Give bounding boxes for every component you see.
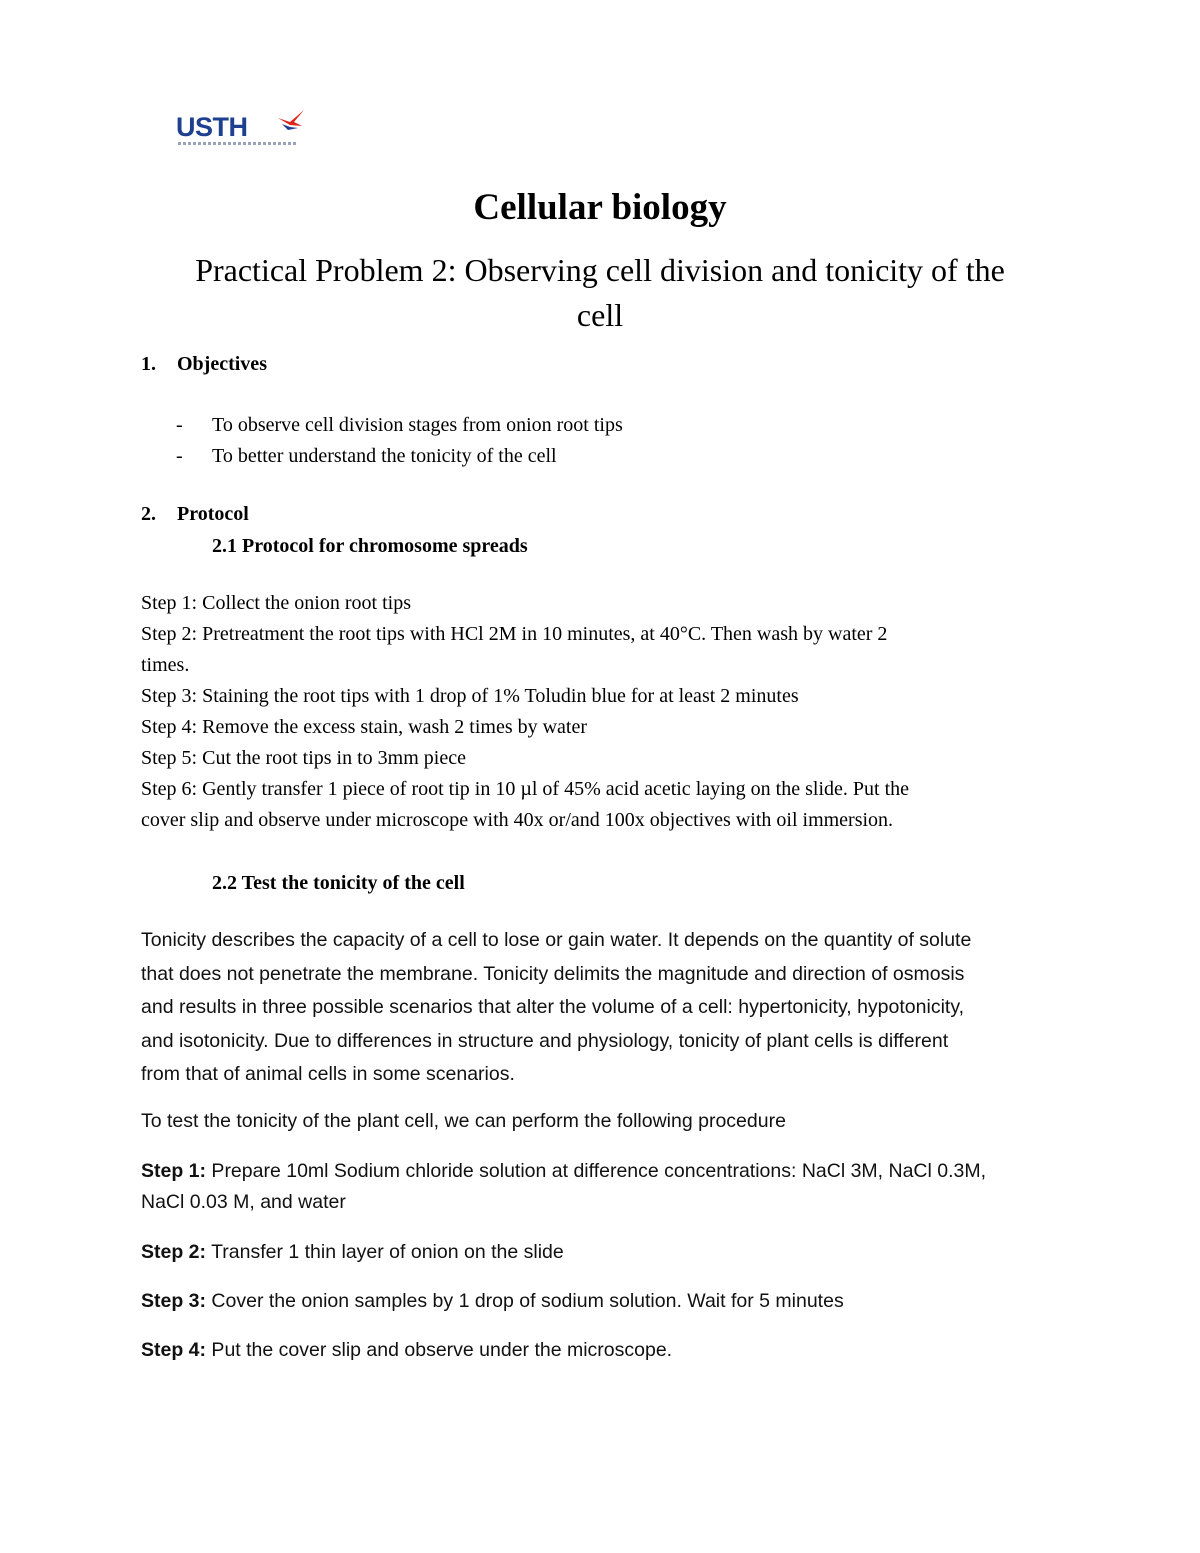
- step-label: Step 2:: [141, 1241, 207, 1263]
- subsection-heading-2-2: 2.2 Test the tonicity of the cell: [212, 872, 465, 894]
- list-item: [176, 410, 623, 441]
- paragraph-line: and isotonicity. Due to differences in structure and physiology, tonicity of plant cells is different: [141, 1029, 949, 1052]
- step-text: Put the cover slip and observe under the microscope.: [206, 1339, 673, 1361]
- list-item-text: To observe cell division stages from onion root tips: [212, 414, 623, 436]
- logo-swoosh-icon: [276, 108, 306, 138]
- protocol-step-line: Step 2: Pretreatment the root tips with HCl 2M in 10 minutes, at 40°C. Then wash by water 2: [141, 623, 888, 645]
- document-title: Cellular biology: [473, 187, 727, 228]
- step-label: Step 1:: [141, 1160, 207, 1182]
- step-text: Cover the onion samples by 1 drop of sodium solution. Wait for 5 minutes: [206, 1290, 844, 1312]
- paragraph-line: and results in three possible scenarios that alter the volume of a cell: hypertonicity, hypotonicity,: [141, 996, 965, 1018]
- section-label: Protocol: [177, 503, 249, 525]
- bullet-dash: -: [176, 445, 183, 467]
- logo-text: USTH: [176, 112, 248, 142]
- list-item: [176, 441, 623, 472]
- subtitle-line-2: cell: [576, 297, 624, 333]
- paragraph-line: from that of animal cells in some scenarios.: [141, 1063, 515, 1085]
- logo-tagline: [178, 142, 298, 145]
- section-heading-protocol: [141, 502, 249, 526]
- objectives-list: [176, 410, 623, 472]
- paragraph-line: Tonicity describes the capacity of a cell to lose or gain water. It depends on the quantity of solute: [141, 929, 972, 951]
- procedure-intro: To test the tonicity of the plant cell, we can perform the following procedure: [141, 1110, 786, 1132]
- section-heading-objectives: [141, 352, 267, 376]
- step-text: Transfer 1 thin layer of onion on the slide: [206, 1241, 564, 1263]
- step-label: Step 4:: [141, 1339, 207, 1361]
- list-item-text: To better understand the tonicity of the cell: [212, 445, 557, 467]
- step-text: Prepare 10ml Sodium chloride solution at difference concentrations: NaCl 3M, NaCl 0.3M,: [206, 1160, 987, 1182]
- section-label: Objectives: [177, 353, 267, 375]
- document-subtitle: [130, 248, 1070, 338]
- protocol-step-line: Step 4: Remove the excess stain, wash 2 times by water: [141, 716, 588, 738]
- protocol-step-line: Step 3: Staining the root tips with 1 drop of 1% Toludin blue for at least 2 minutes: [141, 685, 799, 707]
- step-text-continued: NaCl 0.03 M, and water: [141, 1191, 346, 1213]
- step-label: Step 3:: [141, 1290, 207, 1312]
- tonicity-step-4: [141, 1335, 1071, 1366]
- tonicity-paragraph: [141, 924, 1066, 1092]
- tonicity-step-3: [141, 1286, 1071, 1317]
- subtitle-line-1: Practical Problem 2: Observing cell division and tonicity of the: [195, 252, 1005, 288]
- bullet-dash: -: [176, 414, 183, 436]
- section-number: 1.: [141, 353, 156, 375]
- section-number: 2.: [141, 503, 156, 525]
- protocol-step-line: cover slip and observe under microscope with 40x or/and 100x objectives with oil immersion.: [141, 809, 894, 831]
- subsection-heading-2-1: 2.1 Protocol for chromosome spreads: [212, 535, 528, 557]
- paragraph-line: that does not penetrate the membrane. Tonicity delimits the magnitude and direction of osmosis: [141, 962, 965, 985]
- protocol-step-line: Step 5: Cut the root tips in to 3mm piece: [141, 747, 466, 769]
- protocol-step-line: Step 1: Collect the onion root tips: [141, 592, 411, 614]
- tonicity-step-2: [141, 1237, 1071, 1268]
- protocol-step-line: Step 6: Gently transfer 1 piece of root tip in 10 µl of 45% acid acetic laying on the slide. Put the: [141, 778, 909, 800]
- usth-logo: [176, 108, 306, 150]
- tonicity-step-1: [141, 1156, 1071, 1218]
- protocol-step-line: times.: [141, 654, 190, 676]
